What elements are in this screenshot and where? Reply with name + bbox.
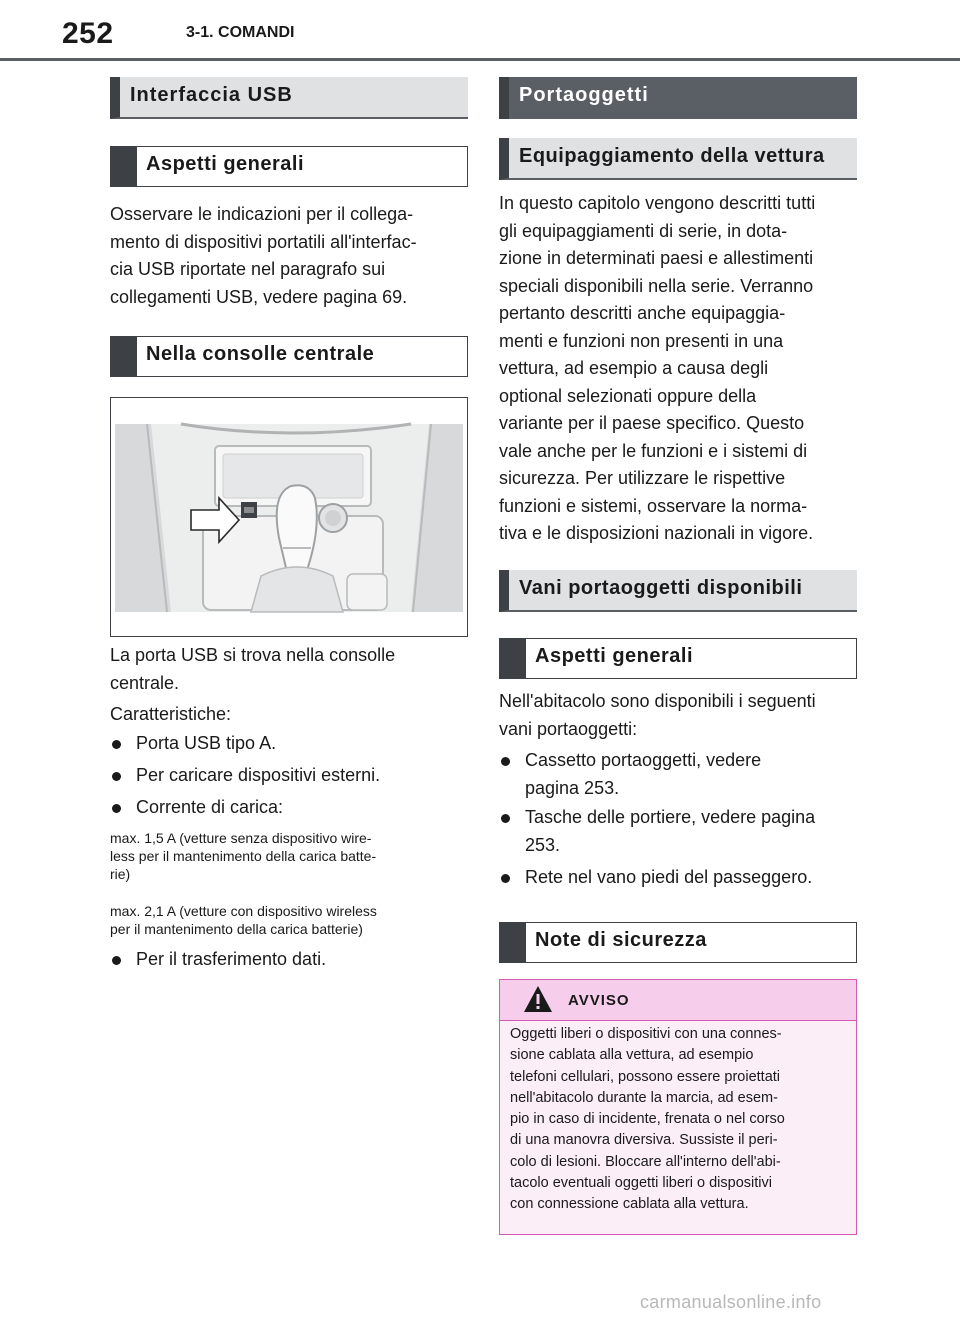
text-line: nell'abitacolo durante la marcia, ad esem- [510,1089,778,1106]
subheading-marker [110,146,137,187]
bullet-text: Corrente di carica: [136,797,284,817]
bullet-dot-icon [501,757,510,766]
text-line: Osservare le indicazioni per il collega- [110,204,414,224]
bullet-dot-icon [112,772,121,781]
text-line: zione in determinati paesi e allestimenti [499,248,814,268]
bullet-dot-icon [501,814,510,823]
subheading-console-text: Nella consolle centrale [146,343,375,365]
warning-box [499,979,857,1235]
bullet-item [110,730,468,758]
bullet-text: 253. [525,834,561,855]
footer-watermark[interactable]: carmanualsonline.info [640,1292,822,1312]
subheading-marker [499,922,526,963]
subheading-safety-text: Note di sicurezza [535,929,707,951]
console-drawing [111,398,467,636]
paragraph-equipment [499,190,857,548]
text-line: sicurezza. Per utilizzare le rispettive [499,468,786,488]
subheading-console [110,336,468,377]
bullet-text: Cassetto portaoggetti, vedere [525,750,762,770]
note-current-1 [110,829,468,883]
bullet-text: pagina 253. [525,777,620,798]
subheading-general [110,146,468,187]
warning-label: AVVISO [568,992,630,1009]
page-number: 252 [62,17,114,50]
section-heading-storage [499,77,857,119]
section-heading-storage-text: Portaoggetti [519,84,649,106]
bullet-text: Tasche delle portiere, vedere pagina [525,807,816,827]
chapter-title: 3-1. COMANDI [186,24,295,41]
warning-header [500,980,856,1020]
text-line: speciali disponibili nella serie. Verranno [499,275,814,296]
bullet-item [499,747,857,802]
paragraph-available [499,688,857,743]
bullet-dot-icon [112,740,121,749]
bullet-item [110,762,468,790]
text-line: max. 2,1 A (vetture con dispositivo wireless [110,903,377,919]
text-line: collegamenti USB, vedere pagina 69. [110,286,408,307]
text-line: menti e funzioni non presenti in una [499,330,784,351]
bullet-text: Per caricare dispositivi esterni. [136,765,381,785]
text-line: sione cablata alla vettura, ad esempio [510,1047,754,1064]
warning-divider [500,1020,856,1021]
subheading-marker [499,638,526,679]
text-line: Nell'abitacolo sono disponibili i seguenti [499,691,816,711]
section-heading-usb [110,77,468,119]
text-line: tiva e le disposizioni nazionali in vigore. [499,523,814,543]
bullet-item [499,804,857,859]
bullet-item [499,864,857,892]
bullet-item [110,794,468,822]
subheading-general-text: Aspetti generali [535,645,694,667]
text-line: vani portaoggetti: [499,718,638,739]
text-line: In questo capitolo vengono descritti tutti [499,193,816,213]
usb-port-illustration [110,397,468,637]
bullet-dot-icon [112,804,121,813]
text-line: variante per il paese specifico. Questo [499,413,805,433]
heading-equipment-text: Equipaggiamento della vettura [519,145,825,167]
subheading-general-text: Aspetti generali [146,153,305,175]
note-current-2 [110,902,468,938]
text-line: rie) [110,866,131,882]
subheading-general [499,638,857,679]
text-line: centrale. [110,672,180,693]
text-line: telefoni cellulari, possono essere proiettati [510,1068,781,1085]
text-line: La porta USB si trova nella consolle [110,645,396,665]
section-heading-usb-text: Interfaccia USB [130,84,293,106]
text-line: Oggetti liberi o dispositivi con una connes- [510,1026,782,1042]
bullet-item [110,946,468,974]
text-line: mento di dispositivi portatili all'interfac- [110,231,417,252]
bullet-text: Porta USB tipo A. [136,733,277,753]
heading-compartments [499,570,857,612]
warning-triangle-icon [522,984,554,1014]
text-line: colo di lesioni. Bloccare all'interno dell'abi- [510,1153,781,1170]
text-line: max. 1,5 A (vetture senza dispositivo wire- [110,830,372,846]
heading-equipment [499,138,857,180]
text-line: gli equipaggiamenti di serie, in dota- [499,220,788,241]
text-line: optional selezionati oppure della [499,385,757,406]
text-line: cia USB riportate nel paragrafo sui [110,259,386,279]
bullet-dot-icon [501,874,510,883]
heading-compartments-text: Vani portaoggetti disponibili [519,577,803,599]
bullet-dot-icon [112,956,121,965]
text-line: funzioni e sistemi, osservare la norma- [499,495,808,516]
text-line: per il mantenimento della carica batterie) [110,921,363,937]
text-line: vettura, ad esempio a causa degli [499,358,769,378]
text-line: tacolo eventuali oggetti liberi o dispositivi [510,1175,772,1192]
header-rule [0,58,960,61]
text-line: con connessione cablata alla vettura. [510,1196,749,1213]
paragraph-usb-general [110,201,468,311]
warning-text [510,1024,846,1216]
bullet-text: Rete nel vano piedi del passeggero. [525,867,813,887]
text-line: vale anche per le funzioni e i sistemi di [499,440,808,461]
paragraph-usb-location [110,642,468,697]
subheading-safety [499,922,857,963]
subheading-marker [110,336,137,377]
paragraph-features: Caratteristiche: [110,704,232,724]
text-line: pio in caso di incidente, frenata o nel corso [510,1111,785,1128]
text-line: pertanto descritti anche equipaggia- [499,303,786,323]
bullet-text: Per il trasferimento dati. [136,949,327,969]
text-line: less per il mantenimento della carica batte- [110,848,377,864]
text-line: di una manovra diversiva. Sussiste il peri- [510,1132,778,1149]
